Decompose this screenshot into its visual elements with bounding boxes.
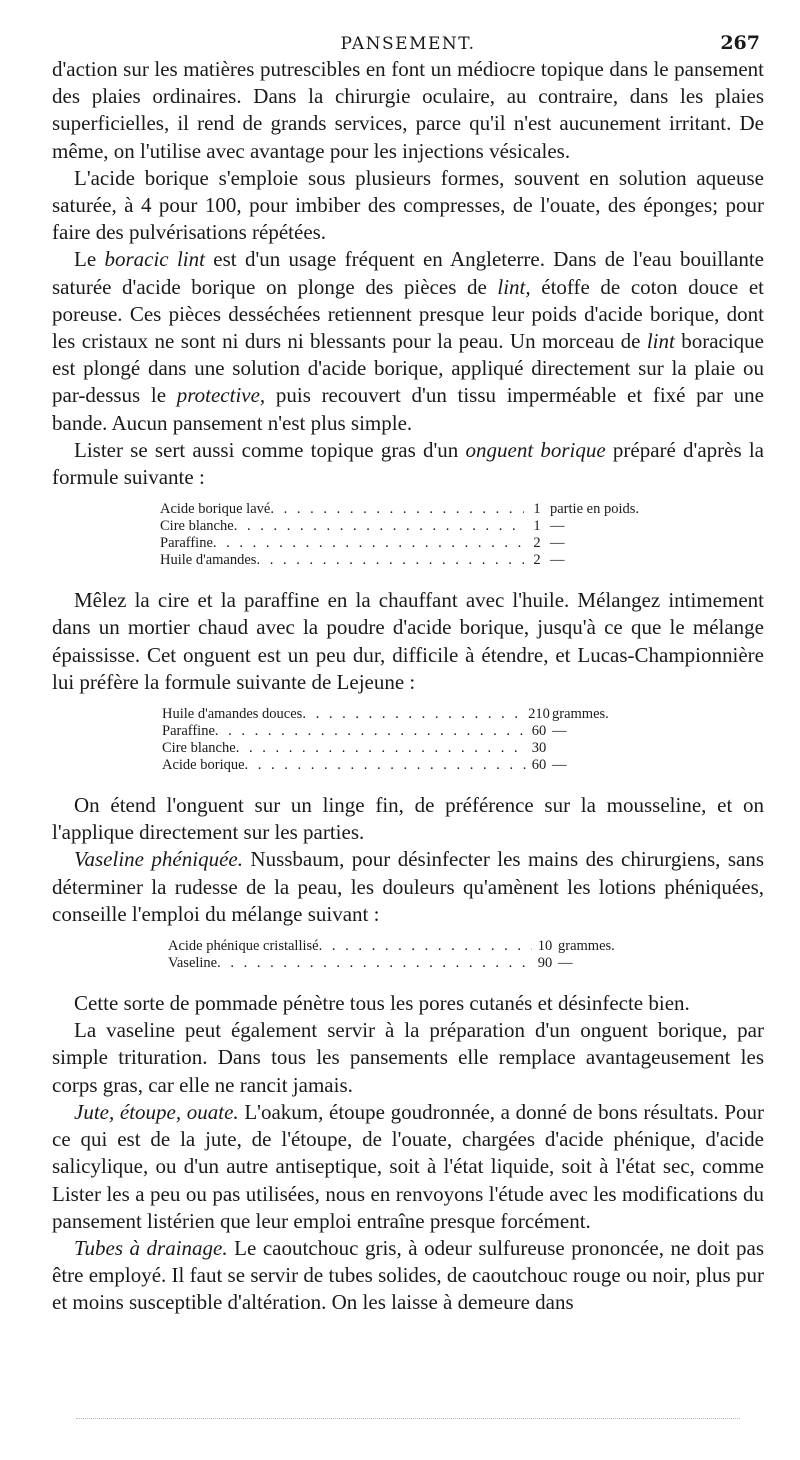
- italic-term: Jute, étoupe, ouate.: [74, 1099, 239, 1124]
- recipe-table: [160, 501, 650, 569]
- recipe-row: Cire blanche . . . 1 —: [160, 518, 650, 535]
- recipe-table: [162, 706, 652, 774]
- paragraph: d'action sur les matières putrescibles en font un médiocre topique dans le pansement des plaies ordinaires. Dans la chirurgie oculaire, au contraire, dans les plaies superficielles, il rend de grands services, parce qu'il n'est aucunement irritant. De même, on l'utilise avec avantage pour les injections vésicales.: [52, 57, 764, 163]
- paragraph: Le boracic lint est d'un usage fréquent en Angleterre. Dans de l'eau bouillante saturée d'acide borique on plonge des pièces de lint, étoffe de coton douce et poreuse. Ces pièces desséchées retiennent presque leur poids d'acide borique, dont les cristaux ne sont ni durs ni blessants pour la peau. Un morceau de lint boracique est plongé dans une solution d'acide borique, appliqué directement sur la plaie ou par-dessus le protective, puis recouvert d'un tissu imperméable et fixé par une bande. Aucun pansement n'est plus simple.: [52, 247, 764, 435]
- recipe-row: Huile d'amandes douces . . . 210 grammes.: [162, 706, 652, 723]
- recipe-row: Paraffine . . . 60 —: [162, 723, 652, 740]
- recipe-row: Vaseline . . . 90 —: [168, 955, 658, 972]
- italic-term: Tubes à drainage.: [74, 1235, 228, 1260]
- italic-term: lint: [646, 329, 675, 354]
- page-header: [52, 28, 764, 56]
- footer-rule: [76, 1418, 740, 1419]
- recipe-table: [168, 938, 658, 972]
- paragraph: Jute, étoupe, ouate. L'oakum, étoupe goudronnée, a donné de bons résultats. Pour ce qui est de la jute, de l'étoupe, de l'ouate, chargées d'acide phénique, d'acide salicylique, ou d'un autre antiseptique, soit à l'état liquide, soit à l'état sec, comme Lister les a peu ou pas utilisées, nous en renvoyons l'étude avec les modifications du pansement listérien que leur emploi entraîne presque forcément.: [52, 1099, 764, 1233]
- body-text: [52, 56, 764, 1317]
- italic-term: boracic lint: [104, 247, 205, 272]
- recipe-row: Paraffine . . . 2 —: [160, 535, 650, 552]
- paragraph: Tubes à drainage. Le caoutchouc gris, à odeur sulfureuse prononcée, ne doit pas être employé. Il faut se servir de tubes solides, de caoutchouc rouge ou noir, plus pur et moins susceptible d'altération. On les laisse à demeure dans: [52, 1235, 764, 1315]
- italic-term: Vaseline phéniquée.: [74, 847, 243, 872]
- paragraph: Lister se sert aussi comme topique gras d'un onguent borique préparé d'après la formule suivante :: [52, 437, 764, 490]
- recipe-row: Cire blanche . . . 30: [162, 740, 652, 757]
- paragraph: Mêlez la cire et la paraffine en la chauffant avec l'huile. Mélangez intimement dans un mortier chaud avec la poudre d'acide borique, jusqu'à ce que le mélange épaississe. Cet onguent est un peu dur, difficile à étendre, et Lucas-Championnière lui préfère la formule suivante de Lejeune :: [52, 588, 764, 694]
- page-number: 267: [720, 32, 760, 54]
- recipe-row: Acide borique lavé . . . 1 partie en poids.: [160, 501, 650, 518]
- paragraph: La vaseline peut également servir à la préparation d'un onguent borique, par simple trituration. Dans tous les pansements elle remplace avantageusement les corps gras, car elle ne rancit jamais.: [52, 1018, 764, 1097]
- paragraph: L'acide borique s'emploie sous plusieurs formes, souvent en solution aqueuse saturée, à 4 pour 100, pour imbiber des compresses, de l'ouate, des éponges; pour faire des pulvérisations répétées.: [52, 165, 764, 245]
- paragraph: On étend l'onguent sur un linge fin, de préférence sur la mousseline, et on l'applique directement sur les parties.: [52, 793, 764, 845]
- italic-term: onguent borique: [465, 437, 606, 462]
- running-head: PANSEMENT.: [340, 34, 476, 54]
- italic-term: lint,: [497, 274, 531, 299]
- paragraph: Vaseline phéniquée. Nussbaum, pour désinfecter les mains des chirurgiens, sans déterminer la rudesse de la peau, les douleurs qu'amènent les lotions phéniquées, conseille l'emploi du mélange suivant :: [52, 847, 765, 926]
- recipe-row: Acide phénique cristallisé . . . 10 grammes.: [168, 938, 658, 955]
- recipe-row: Acide borique . . . 60 —: [162, 757, 652, 774]
- recipe-row: Huile d'amandes . . . 2 —: [160, 552, 650, 569]
- italic-term: protective,: [176, 383, 266, 408]
- paragraph: Cette sorte de pommade pénètre tous les pores cutanés et désinfecte bien.: [74, 991, 690, 1016]
